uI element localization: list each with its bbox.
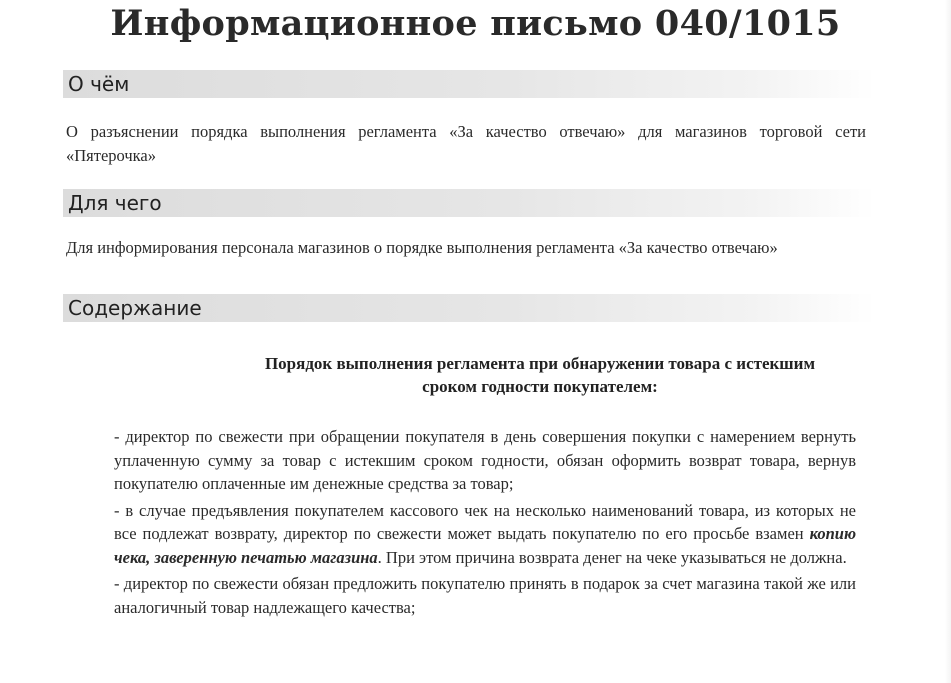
scan-edge-shadow	[945, 0, 951, 683]
page-title: Информационное письмо 040/1015	[110, 3, 841, 44]
list-item	[114, 425, 856, 496]
section-heading-about: О чём	[63, 70, 875, 98]
list-item-text: - директор по свежести обязан предложить покупателю принять в подарок за счет магазина такой же или аналогичный товар надлежащего качества;	[114, 574, 856, 617]
section-heading-content: Содержание	[63, 294, 875, 322]
section-text-about: О разъяснении порядка выполнения регламента «За качество отвечаю» для магазинов торговой сети «Пятерочка»	[66, 122, 866, 165]
list-item-text: - директор по свежести при обращении покупателя в день совершения покупки с намерением вернуть уплаченную сумму за товар с истекшим сроком годности, обязан оформить возврат товара, вернув покупателю оплаченные им денежные средства за товар;	[114, 427, 856, 493]
content-subheading-line-2: сроком годности покупателем:	[422, 377, 658, 396]
content-subheading	[150, 352, 930, 398]
emphasis-text: копию чека, заверенную печатью магазина	[114, 524, 856, 567]
list-item	[114, 499, 856, 570]
list-item-text: - в случае предъявления покупателем кассового чек на несколько наименований товара, из которых не все подлежат возврату, директор по свежести может выдать покупателю по его просьбе взамен	[114, 500, 856, 543]
content-subheading-line-1: Порядок выполнения регламента при обнаружении товара с истекшим	[264, 354, 816, 373]
section-text-purpose: Для информирования персонала магазинов о порядке выполнения регламента «За качество отвечаю»	[66, 238, 778, 257]
section-heading-purpose: Для чего	[63, 189, 875, 217]
list-item-text: . При этом причина возврата денег на чеке указываться не должна.	[377, 547, 847, 567]
procedure-list	[114, 425, 856, 622]
list-item	[114, 572, 856, 619]
